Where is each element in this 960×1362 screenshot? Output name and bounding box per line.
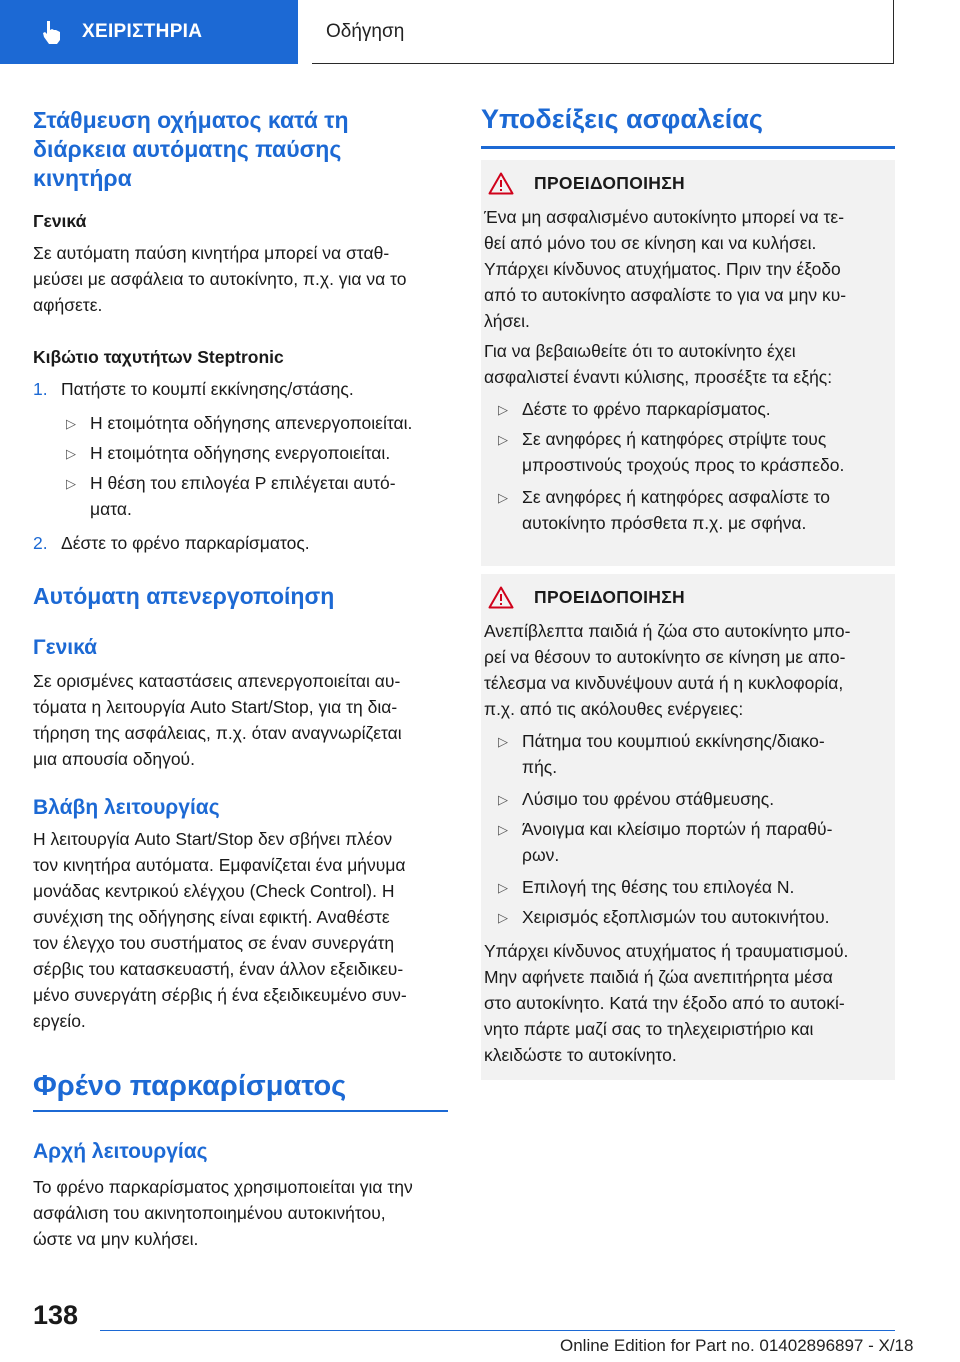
bullet-triangle-icon: ▷ — [498, 822, 508, 837]
heading-parking-auto-stop — [33, 106, 448, 193]
subheading-principle: Αρχή λειτουργίας — [33, 1140, 208, 1163]
subheading-general: Γενικά — [33, 211, 87, 231]
bullet-triangle-icon: ▷ — [66, 476, 76, 491]
warning-heading-text: ΠΡΟΕΙΔΟΠΟΙΗΣΗ — [534, 173, 685, 193]
text-line: τον κινητήρα αυτόματα. Εμφανίζεται ένα μήνυμα — [33, 855, 406, 875]
text-line: κλειδώστε το αυτοκίνητο. — [484, 1045, 677, 1065]
bullet-text — [90, 470, 450, 522]
page-number: 138 — [33, 1300, 79, 1330]
text-line: ρων. — [522, 845, 560, 865]
footer-rule — [100, 1330, 895, 1331]
warning-triangle-icon — [488, 172, 514, 195]
text-line: Σε ανηφόρες ή κατηφόρες ασφαλίστε το — [522, 487, 831, 507]
text-line: Το φρένο παρκαρίσματος χρησιμοποιείται για την — [33, 1177, 413, 1197]
section-header — [312, 0, 894, 64]
text-line: Μην αφήνετε παιδιά ή ζώα ανεπιτήρητα μέσα — [484, 967, 833, 987]
warning-heading — [488, 586, 685, 609]
bullet-triangle-icon: ▷ — [498, 402, 508, 417]
bullet-triangle-icon: ▷ — [498, 490, 508, 505]
heading-line: κινητήρα — [33, 165, 132, 191]
heading-line: διάρκεια αυτόματης παύσης — [33, 136, 342, 162]
bullet-triangle-icon: ▷ — [66, 416, 76, 431]
text-line: ρεί να θέσουν το αυτοκίνητο σε κίνηση με απο- — [484, 647, 846, 667]
paragraph-principle — [33, 1174, 448, 1252]
warning-triangle-icon — [488, 586, 514, 609]
paragraph-fault — [33, 826, 448, 1034]
warning-text — [484, 618, 892, 722]
text-line: Άνοιγμα και κλείσιμο πορτών ή παραθύ- — [522, 819, 833, 839]
bullet-triangle-icon: ▷ — [498, 734, 508, 749]
warning-heading — [488, 172, 685, 195]
bullet-triangle-icon: ▷ — [498, 792, 508, 807]
text-line: στο αυτοκίνητο. Κατά την έξοδο από το αυτοκί- — [484, 993, 845, 1013]
text-line: μια απουσία οδηγού. — [33, 749, 195, 769]
heading-rule — [33, 1110, 448, 1112]
step-number: 1. — [33, 379, 48, 399]
text-line: Σε ανηφόρες ή κατηφόρες στρίψτε τους — [522, 429, 827, 449]
text-line: ασφάλιση του ακινητοποιημένου αυτοκινήτου, — [33, 1203, 386, 1223]
text-line: Για να βεβαιωθείτε ότι το αυτοκίνητο έχει — [484, 341, 796, 361]
chapter-tab[interactable] — [0, 0, 298, 64]
text-line: π.χ. από τις ακόλουθες ενέργειες: — [484, 699, 744, 719]
text-line: τον έλεγχο του συστήματος σε έναν συνεργάτη — [33, 933, 395, 953]
bullet-text — [522, 484, 892, 536]
subheading-steptronic: Κιβώτιο ταχυτήτων Steptronic — [33, 347, 284, 367]
text-line: ασφαλιστεί έναντι κύλισης, προσέξτε τα εξής: — [484, 367, 833, 387]
subheading-fault: Βλάβη λειτουργίας — [33, 796, 220, 819]
text-line: μεύσει με ασφάλεια το αυτοκίνητο, π.χ. για να το — [33, 269, 407, 289]
bullet-triangle-icon: ▷ — [498, 880, 508, 895]
text-line: Η λειτουργία Auto Start/Stop δεν σβήνει πλέον — [33, 829, 393, 849]
text-line: πής. — [522, 757, 558, 777]
text-line: από το αυτοκίνητο ασφαλίστε το για να μην κυ- — [484, 285, 847, 305]
text-line: Σε αυτόματη παύση κινητήρα μπορεί να σταθ- — [33, 243, 390, 263]
bullet-triangle-icon: ▷ — [498, 910, 508, 925]
chapter-label: ΧΕΙΡΙΣΤΗΡΙΑ — [82, 21, 203, 42]
bullet-triangle-icon: ▷ — [498, 432, 508, 447]
step-number: 2. — [33, 533, 48, 553]
text-line: τήρηση της ασφάλειας, π.χ. όταν αναγνωρίζεται — [33, 723, 402, 743]
text-line: Ανεπίβλεπτα παιδιά ή ζώα στο αυτοκίνητο μπο- — [484, 621, 851, 641]
text-line: Υπάρχει κίνδυνος ατυχήματος. Πριν την έξοδο — [484, 259, 841, 279]
text-line: λήσει. — [484, 311, 530, 331]
step-text: Πατήστε το κουμπί εκκίνησης/στάσης. — [61, 379, 354, 399]
text-line: μονάδας κεντρικού ελέγχου (Check Control). Η — [33, 881, 395, 901]
bullet-text: Η ετοιμότητα οδήγησης ενεργοποιείται. — [90, 443, 391, 463]
text-line: ματα. — [90, 499, 132, 519]
bullet-text: Η ετοιμότητα οδήγησης απενεργοποιείται. — [90, 413, 413, 433]
text-line: τέλεσμα να κινδυνέψουν αυτά ή η κυκλοφορία, — [484, 673, 844, 693]
text-line: Η θέση του επιλογέα P επιλέγεται αυτό- — [90, 473, 396, 493]
heading-safety-notes: Υποδείξεις ασφαλείας — [481, 104, 763, 134]
text-line: θεί από μόνο του σε κίνηση και να κυλήσει. — [484, 233, 817, 253]
warning-text — [484, 938, 892, 1068]
text-line: ώστε να μην κυλήσει. — [33, 1229, 199, 1249]
text-line: εργείο. — [33, 1011, 86, 1031]
bullet-triangle-icon: ▷ — [66, 446, 76, 461]
heading-parking-brake: Φρένο παρκαρίσματος — [33, 1070, 347, 1102]
step-text: Δέστε το φρένο παρκαρίσματος. — [61, 533, 310, 553]
bullet-text: Λύσιμο του φρένου στάθμευσης. — [522, 789, 775, 809]
text-line: Ένα μη ασφαλισμένο αυτοκίνητο μπορεί να τε- — [484, 207, 845, 227]
warning-heading-text: ΠΡΟΕΙΔΟΠΟΙΗΣΗ — [534, 587, 685, 607]
text-line: αφήσετε. — [33, 295, 103, 315]
pointing-hand-icon — [38, 17, 68, 47]
text-line: τόματα η λειτουργία Auto Start/Stop, για τη δια- — [33, 697, 398, 717]
edition-text: Online Edition for Part no. 01402896897 - X/18 — [560, 1336, 914, 1355]
text-line: συνέχιση της οδήγησης είναι εφικτή. Αναθέστε — [33, 907, 390, 927]
bullet-text: Δέστε το φρένο παρκαρίσματος. — [522, 399, 771, 419]
text-line: Υπάρχει κίνδυνος ατυχήματος ή τραυματισμού. — [484, 941, 849, 961]
bullet-text: Επιλογή της θέσης του επιλογέα N. — [522, 877, 795, 897]
bullet-text — [522, 816, 892, 868]
heading-auto-deactivation: Αυτόματη απενεργοποίηση — [33, 583, 335, 609]
paragraph-general-2 — [33, 668, 448, 772]
text-line: μπροστινούς τροχούς προς το κράσπεδο. — [522, 455, 845, 475]
heading-line: Στάθμευση οχήματος κατά τη — [33, 107, 349, 133]
section-label: Οδήγηση — [326, 20, 405, 42]
text-line: Πάτημα του κουμπιού εκκίνησης/διακο- — [522, 731, 825, 751]
text-line: μένο συνεργάτη σέρβις ή ένα εξειδικευμένο συν- — [33, 985, 407, 1005]
warning-text — [484, 338, 892, 390]
text-line: Σε ορισμένες καταστάσεις απενεργοποιείται αυ- — [33, 671, 401, 691]
text-line: αυτοκίνητο πρόσθετα π.χ. με σφήνα. — [522, 513, 807, 533]
bullet-text — [522, 426, 892, 478]
bullet-text — [522, 728, 892, 780]
text-line: σέρβις του κατασκευαστή, έναν άλλον εξειδικευ- — [33, 959, 404, 979]
subheading-general-2: Γενικά — [33, 636, 98, 659]
paragraph-general — [33, 240, 448, 318]
heading-rule — [481, 146, 895, 149]
bullet-text: Χειρισμός εξοπλισμών του αυτοκινήτου. — [522, 907, 830, 927]
warning-text — [484, 204, 892, 334]
text-line: νητο πάρτε μαζί σας το τηλεχειριστήριο και — [484, 1019, 814, 1039]
